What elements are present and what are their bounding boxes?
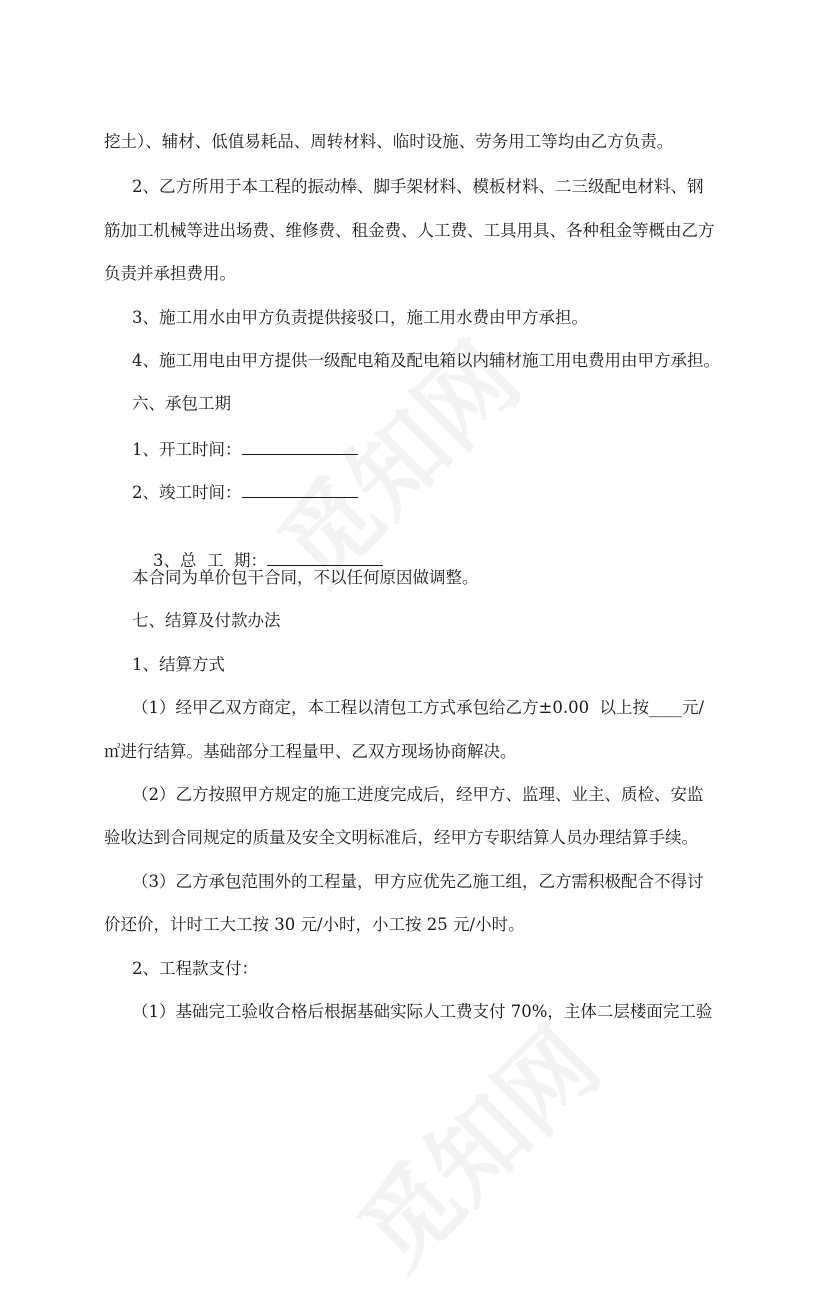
completion-date-blank [242, 479, 358, 498]
paragraph-line: ㎡进行结算。基础部分工程量甲、乙双方现场协商解决。 [104, 742, 517, 761]
start-date-label: 1、开工时间： [132, 440, 242, 459]
paragraph-line: 负责并承担费用。 [104, 264, 236, 283]
paragraph-line: 3、施工用水由甲方负责提供接驳口，施工用水费由甲方承担。 [132, 308, 588, 327]
paragraph-line: （3）乙方承包范围外的工程量，甲方应优先乙施工组，乙方需积极配合不得讨 [132, 872, 704, 891]
total-period-blank [267, 547, 383, 566]
watermark [324, 993, 625, 1294]
paragraph-line: （1）经甲乙双方商定，本工程以清包工方式承包给乙方±0.00 以上按____元/ [132, 698, 705, 717]
subsection-heading: 1、结算方式 [132, 655, 225, 674]
subsection-heading: 2、工程款支付： [132, 959, 258, 978]
completion-date-label: 2、竣工时间： [132, 483, 242, 502]
section-heading: 六、承包工期 [132, 394, 231, 413]
total-period-label: 3、总 工 期： [152, 551, 267, 570]
section-heading: 七、结算及付款办法 [132, 611, 281, 630]
paragraph-line: 价还价，计时工大工按 30 元/小时，小工按 25 元/小时。 [104, 915, 525, 934]
completion-date-row [0, 479, 830, 505]
paragraph-line: 2、乙方所用于本工程的振动棒、脚手架材料、模板材料、二三级配电材料、钢 [132, 177, 704, 196]
paragraph-line: 4、施工用电由甲方提供一级配电箱及配电箱以内辅材施工用电费用由甲方承担。 [132, 351, 720, 370]
paragraph-line: 本合同为单价包干合同，不以任何原因做调整。 [132, 568, 479, 587]
paragraph-line: 挖土）、辅材、低值易耗品、周转材料、临时设施、劳务用工等均由乙方负责。 [104, 132, 674, 151]
paragraph-line: 验收达到合同规定的质量及安全文明标准后，经甲方专职结算人员办理结算手续。 [104, 828, 698, 847]
paragraph-line: （2）乙方按照甲方规定的施工进度完成后，经甲方、监理、业主、质检、安监 [132, 785, 704, 804]
start-date-row [0, 436, 830, 462]
start-date-blank [242, 436, 358, 455]
paragraph-line: 筋加工机械等进出场费、维修费、租金费、人工费、工具用具、各种租金等概由乙方 [104, 221, 715, 240]
paragraph-line: （1）基础完工验收合格后根据基础实际人工费支付 70%，主体二层楼面完工验 [132, 1002, 713, 1021]
